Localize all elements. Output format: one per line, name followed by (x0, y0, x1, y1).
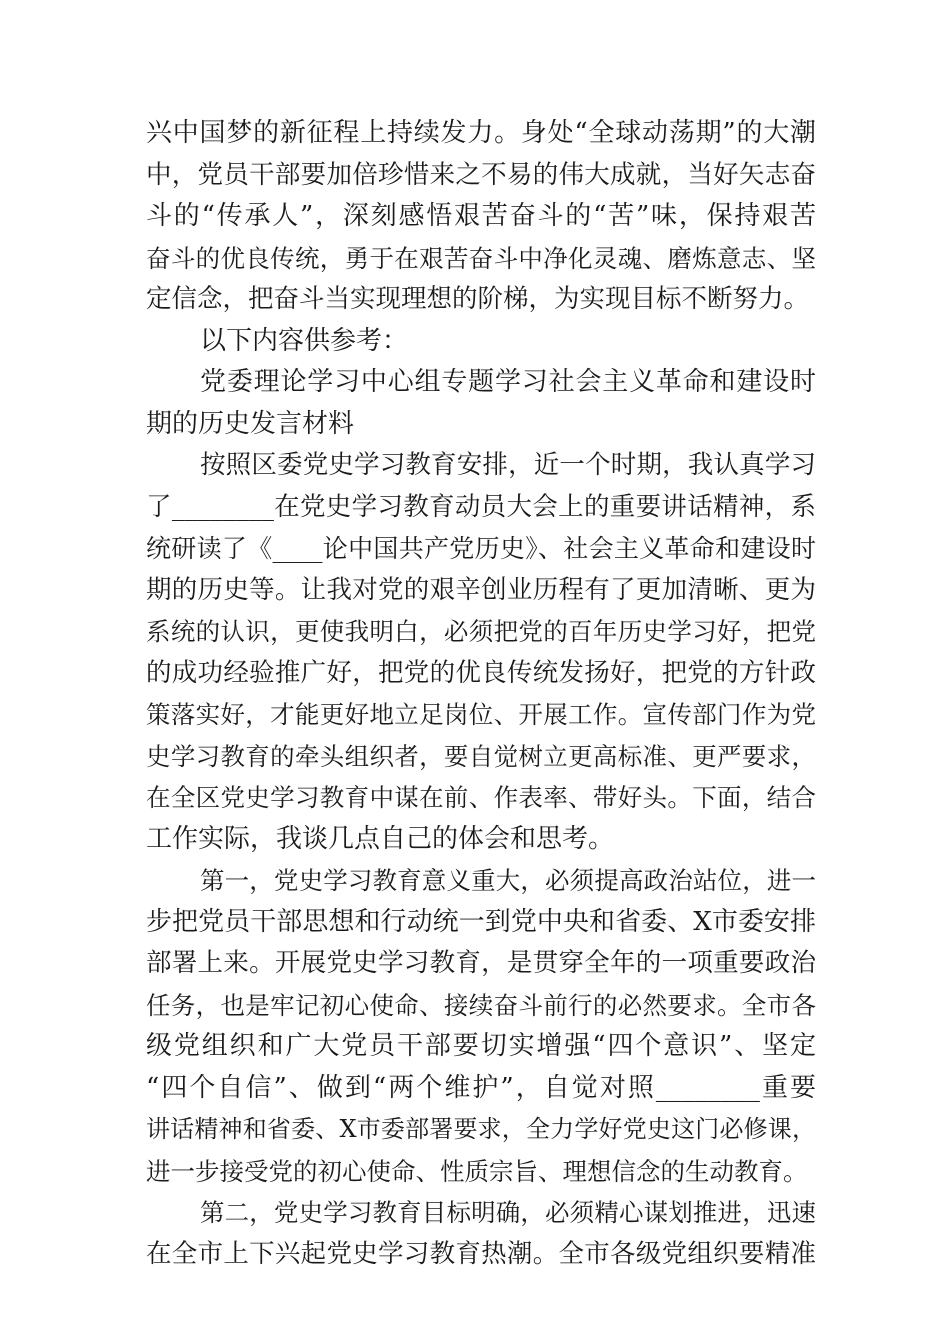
text-line: 统研读了《____论中国共产党历史》、社会主义革命和建设时 (146, 534, 816, 563)
text-line: 讲话精神和省委、X市委部署要求，全力学好党史这门必修课， (146, 1115, 816, 1143)
text-line: 级党组织和广大党员干部要切实增强“四个意识”、坚定 (146, 1031, 816, 1061)
text-line: 兴中国梦的新征程上持续发力。身处“全球动荡期”的大潮 (146, 118, 816, 148)
text-line: 第二，党史学习教育目标明确，必须精心谋划推进，迅速 (200, 1198, 816, 1227)
text-line: 策落实好，才能更好地立足岗位、开展工作。宣传部门作为党 (146, 700, 816, 729)
document-body (146, 113, 816, 1275)
text-line: 在全区党史学习教育中谋在前、作表率、带好头。下面，结合 (146, 783, 816, 812)
text-line: 工作实际，我谈几点自己的体会和思考。 (146, 823, 615, 854)
text-line: 斗的“传承人”，深刻感悟艰苦奋斗的“苦”味，保持艰苦 (146, 201, 816, 231)
text-line: 第一，党史学习教育意义重大，必须提高政治站位，进一 (200, 866, 816, 895)
text-line: 中，党员干部要加倍珍惜来之不易的伟大成就，当好矢志奋 (146, 159, 816, 190)
text-line: 定信念，把奋斗当实现理想的阶梯，为实现目标不断努力。 (146, 284, 810, 314)
text-line: 系统的认识，更使我明白，必须把党的百年历史学习好，把党 (146, 617, 816, 646)
text-line: 在全市上下兴起党史学习教育热潮。全市各级党组织要精准 (146, 1238, 816, 1269)
text-line: 党委理论学习中心组专题学习社会主义革命和建设时 (200, 367, 816, 397)
text-line: 部署上来。开展党史学习教育，是贯穿全年的一项重要政治 (146, 948, 816, 978)
text-line: 任务，也是牢记初心使命、接续奋斗前行的必然要求。全市各 (146, 990, 816, 1020)
text-line: 史学习教育的牵头组织者，要自觉树立更高标准、更严要求， (146, 741, 816, 771)
text-line: 期的历史发言材料 (146, 408, 355, 439)
text-line: 奋斗的优良传统，勇于在艰苦奋斗中净化灵魂、磨炼意志、坚 (146, 243, 816, 273)
text-line: 按照区委党史学习教育安排，近一个时期，我认真学习 (200, 450, 816, 480)
text-line: 以下内容供参考： (200, 325, 409, 356)
text-line: 步把党员干部思想和行动统一到党中央和省委、X市委安排 (146, 906, 816, 937)
text-line: 进一步接受党的初心使命、性质宗旨、理想信念的生动教育。 (146, 1156, 808, 1186)
text-line: “四个自信”、做到“两个维护”，自觉对照________重要 (146, 1072, 816, 1103)
text-line: 期的历史等。让我对党的艰辛创业历程有了更加清晰、更为 (146, 574, 816, 605)
text-line: 的成功经验推广好，把党的优良传统发扬好，把党的方针政 (146, 657, 816, 688)
text-line: 了________在党史学习教育动员大会上的重要讲话精神，系 (146, 491, 816, 522)
